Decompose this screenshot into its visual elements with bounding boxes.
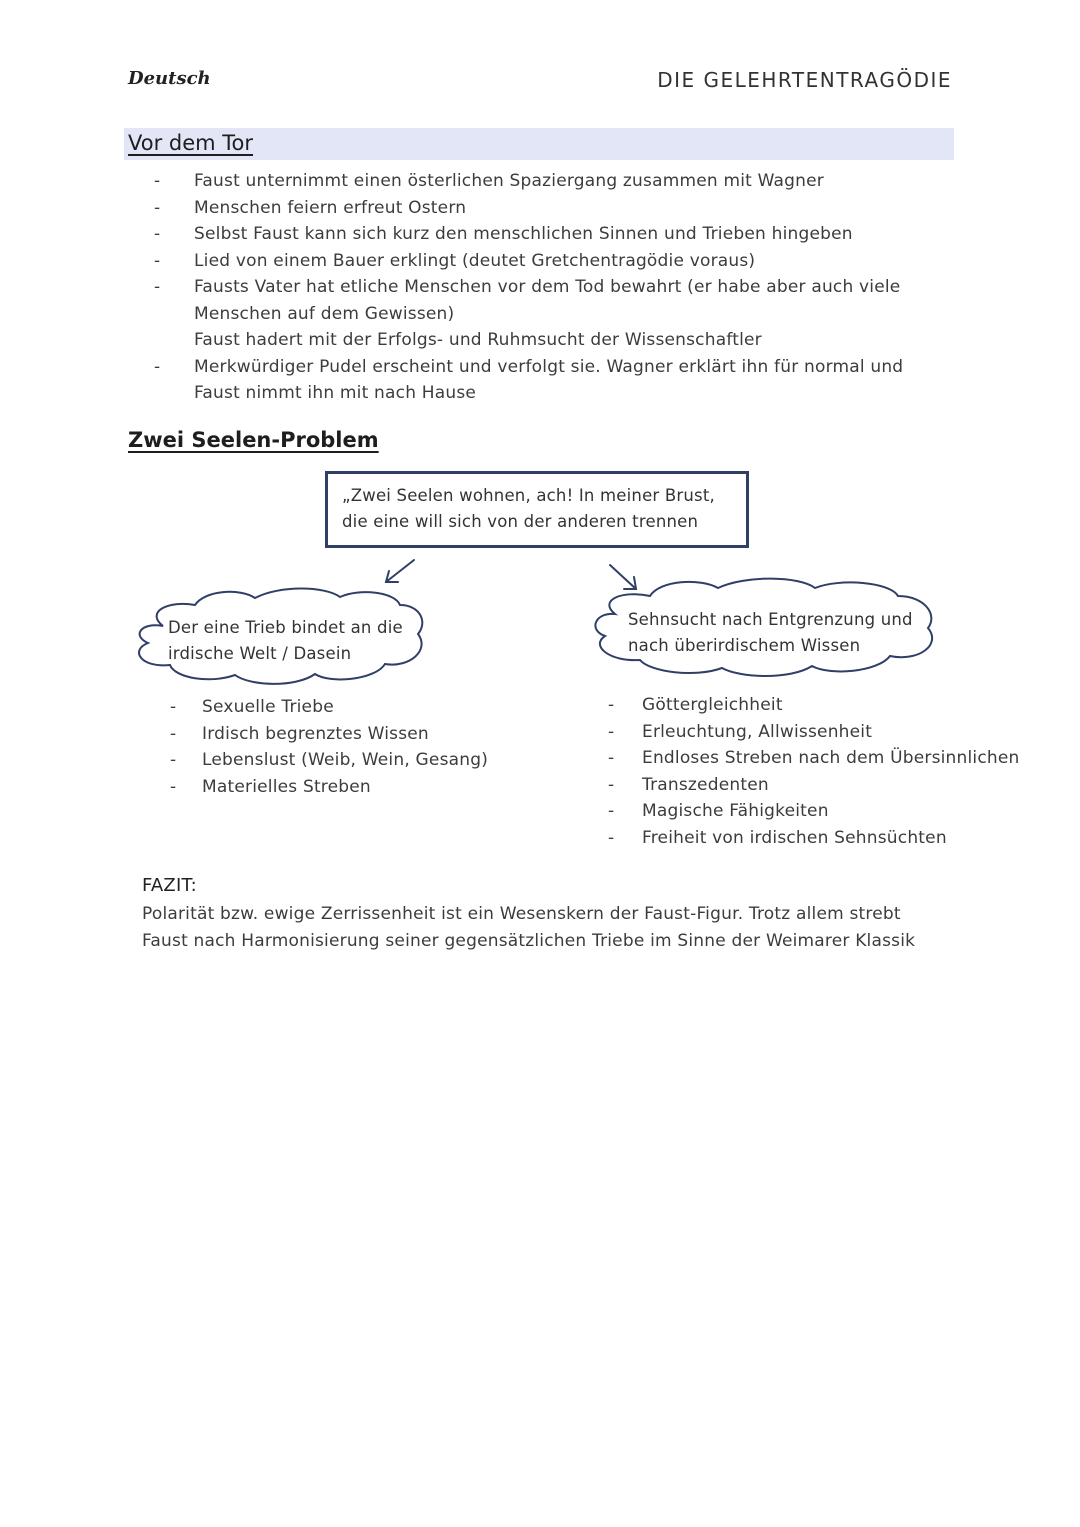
- bullet-dash: -: [154, 250, 161, 271]
- list-item: [606, 772, 1026, 799]
- cloud-left-text: Der eine Trieb bindet an die irdische Welt / Dasein: [168, 618, 403, 663]
- list-item: [606, 798, 1026, 825]
- fazit-label: FAZIT:: [142, 875, 197, 896]
- list-item-text: Faust unternimmt einen österlichen Spaziergang zusammen mit Wagner: [194, 171, 824, 191]
- section-title-vor-dem-tor: Vor dem Tor: [128, 131, 254, 155]
- document-topic: DIE GELEHRTENTRAGÖDIE: [657, 68, 952, 92]
- list-item-text: Transzedenten: [642, 774, 769, 795]
- list-item-text: Lebenslust (Weib, Wein, Gesang): [202, 750, 489, 770]
- cloud-right-text: Sehnsucht nach Entgrenzung und nach überirdischem Wissen: [628, 610, 913, 655]
- quote-text: „Zwei Seelen wohnen, ach! In meiner Brust, die eine will sich von der anderen trennen: [342, 486, 715, 531]
- list-item-text: Sexuelle Triebe: [202, 697, 334, 717]
- bullet-dash: -: [170, 697, 177, 717]
- list-item-text: Lied von einem Bauer erklingt (deutet Gretchentragödie voraus): [194, 250, 756, 271]
- bullet-dash: -: [608, 774, 615, 795]
- bullet-dash: -: [154, 224, 161, 244]
- list-item: [606, 692, 1026, 719]
- bullet-dash: -: [170, 723, 177, 744]
- list-item: [168, 694, 528, 721]
- list-item-text: Faust hadert mit der Erfolgs- und Ruhmsucht der Wissenschaftler: [194, 330, 762, 350]
- list-item-text: Erleuchtung, Allwissenheit: [642, 721, 873, 742]
- list-item: [606, 719, 1026, 746]
- list-item-text: Magische Fähigkeiten: [642, 801, 829, 821]
- fazit-text: Polarität bzw. ewige Zerrissenheit ist ein Wesenskern der Faust-Figur. Trotz allem strebt Faust nach Harmonisierung seiner gegensätzlichen Triebe im Sinne der Weimarer Klassik: [142, 904, 916, 951]
- bullet-dash: -: [608, 721, 615, 742]
- list-item-text: Materielles Streben: [202, 776, 371, 797]
- bullet-dash: -: [170, 750, 177, 770]
- transcendent-drive-list: [606, 692, 1026, 851]
- list-item-text: Selbst Faust kann sich kurz den menschlichen Sinnen und Trieben hingeben: [194, 224, 853, 244]
- list-item-text: Göttergleichheit: [642, 695, 783, 715]
- list-item-text: Menschen feiern erfreut Ostern: [194, 197, 467, 218]
- arrow-right-icon: [610, 565, 636, 589]
- bullet-dash: -: [170, 776, 177, 797]
- bullet-dash: -: [154, 356, 161, 377]
- bullet-dash: -: [154, 197, 161, 218]
- bullet-dash: -: [608, 748, 615, 768]
- list-item: [168, 721, 528, 748]
- bullet-dash: -: [608, 801, 615, 821]
- list-item-text: Merkwürdiger Pudel erscheint und verfolgt sie. Wagner erklärt ihn für normal und Faust nimmt ihn mit nach Hause: [194, 356, 904, 403]
- list-item: [168, 774, 528, 801]
- list-item-text: Freiheit von irdischen Sehnsüchten: [642, 827, 947, 848]
- list-item-text: Fausts Vater hat etliche Menschen vor dem Tod bewahrt (er habe aber auch viele Menschen auf dem Gewissen): [194, 277, 901, 324]
- list-item: [606, 825, 1026, 852]
- bullet-dash: -: [154, 171, 161, 191]
- list-item: [606, 745, 1026, 772]
- bullet-dash: -: [154, 277, 161, 297]
- arrow-left-icon: [386, 560, 414, 582]
- subject-label: Deutsch: [128, 68, 211, 89]
- list-item-text: Endloses Streben nach dem Übersinnlichen: [642, 748, 1020, 768]
- list-item-text: Irdisch begrenztes Wissen: [202, 723, 429, 744]
- bullet-dash: -: [608, 695, 615, 715]
- earthly-drive-list: [168, 694, 528, 800]
- section-title-zwei-seelen: Zwei Seelen-Problem: [128, 428, 379, 452]
- bullet-dash: -: [608, 827, 615, 848]
- list-item: [168, 747, 528, 774]
